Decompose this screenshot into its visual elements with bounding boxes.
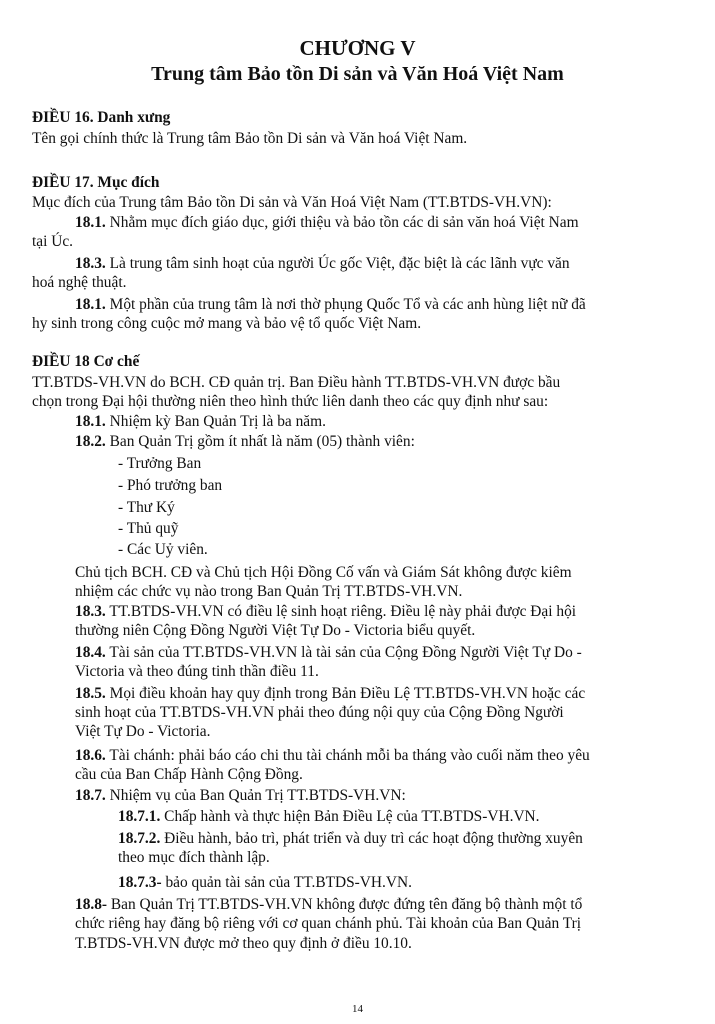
article-18-item-7: 18.7. Nhiệm vụ của Ban Quản Trị TT.BTDS-VH.VN:	[75, 787, 406, 804]
chapter-title: CHƯƠNG V	[299, 36, 416, 60]
article-18-item-8-line-1: 18.8- Ban Quản Trị TT.BTDS-VH.VN không được đứng tên đăng bộ thành một tổ	[75, 896, 583, 913]
member-role: - Phó trưởng ban	[118, 477, 223, 494]
article-17-item-1-line-1: 18.1. Nhằm mục đích giáo dục, giới thiệu và bảo tồn các di sản văn hoá Việt Nam	[75, 214, 579, 231]
article-17-item-2-line-1: 18.3. Là trung tâm sinh hoạt của người Úc gốc Việt, đặc biệt là các lãnh vực văn	[75, 255, 570, 272]
article-16-text: Tên gọi chính thức là Trung tâm Bảo tồn Di sản và Văn hoá Việt Nam.	[32, 130, 468, 147]
article-18-item-1: 18.1. Nhiệm kỳ Ban Quản Trị là ba năm.	[75, 413, 326, 430]
article-18-7-1: 18.7.1. Chấp hành và thực hiện Bản Điều Lệ của TT.BTDS-VH.VN.	[118, 808, 540, 825]
article-17-item-1-line-2: tại Úc.	[32, 233, 74, 250]
article-18-item-3-line-1: 18.3. TT.BTDS-VH.VN có điều lệ sinh hoạt riêng. Điều lệ này phải được Đại hội	[75, 603, 577, 620]
article-18-item-4-line-1: 18.4. Tài sản của TT.BTDS-VH.VN là tài sản của Cộng Đồng Người Việt Tự Do -	[75, 644, 582, 661]
article-17-item-2-line-2: hoá nghệ thuật.	[32, 274, 127, 291]
article-18-note-line-2: nhiệm các chức vụ nào trong Ban Quản Trị TT.BTDS-VH.VN.	[75, 583, 463, 600]
member-role: - Trưởng Ban	[118, 455, 202, 472]
article-18-item-8-line-2: chức riêng hay đăng bộ riêng với cơ quan chánh phủ. Tài khoản của Ban Quản Trị	[75, 915, 582, 932]
article-18-item-3-line-2: thường niên Cộng Đồng Người Việt Tự Do - Victoria biểu quyết.	[75, 622, 476, 639]
article-18-intro-line-2: chọn trong Đại hội thường niên theo hình thức liên danh theo các quy định như sau:	[32, 393, 549, 410]
article-18-7-2-line-2: theo mục đích thành lập.	[118, 849, 270, 866]
article-17-intro: Mục đích của Trung tâm Bảo tồn Di sản và Văn Hoá Việt Nam (TT.BTDS-VH.VN):	[32, 194, 552, 211]
article-18-heading: ĐIỀU 18 Cơ chế	[32, 353, 140, 370]
article-16-heading: ĐIỀU 16. Danh xưng	[32, 109, 171, 126]
article-18-item-5-line-3: Việt Tự Do - Victoria.	[75, 723, 211, 740]
article-18-item-6-line-2: cầu của Ban Chấp Hành Cộng Đồng.	[75, 766, 303, 783]
article-18-item-8-line-3: T.BTDS-VH.VN được mở theo quy định ở điều 10.10.	[75, 935, 412, 952]
article-18-intro-line-1: TT.BTDS-VH.VN do BCH. CĐ quản trị. Ban Điều hành TT.BTDS-VH.VN được bầu	[32, 374, 561, 391]
article-18-item-2: 18.2. Ban Quản Trị gồm ít nhất là năm (05) thành viên:	[75, 433, 415, 450]
article-18-note-line-1: Chủ tịch BCH. CĐ và Chủ tịch Hội Đồng Cố vấn và Giám Sát không được kiêm	[75, 564, 572, 581]
article-18-item-4-line-2: Victoria và theo đúng tinh thần điều 11.	[75, 663, 319, 680]
article-18-7-2-line-1: 18.7.2. Điều hành, bảo trì, phát triển và duy trì các hoạt động thường xuyên	[118, 830, 583, 847]
article-18-item-5-line-1: 18.5. Mọi điều khoản hay quy định trong Bản Điều Lệ TT.BTDS-VH.VN hoặc các	[75, 685, 586, 702]
article-18-item-6-line-1: 18.6. Tài chánh: phải báo cáo chi thu tài chánh mỗi ba tháng vào cuối năm theo yêu	[75, 747, 590, 764]
page-number: 14	[352, 1003, 363, 1015]
article-18-7-3: 18.7.3- bảo quản tài sản của TT.BTDS-VH.VN.	[118, 874, 412, 891]
member-role: - Các Uỷ viên.	[118, 541, 208, 558]
member-role: - Thư Ký	[118, 499, 175, 516]
article-17-item-3-line-2: hy sinh trong công cuộc mở mang và bảo vệ tổ quốc Việt Nam.	[32, 315, 422, 332]
article-17-heading: ĐIỀU 17. Mục đích	[32, 174, 160, 191]
member-role: - Thủ quỹ	[118, 520, 179, 537]
article-18-item-5-line-2: sinh hoạt của TT.BTDS-VH.VN phải theo đúng nội quy của Cộng Đồng Người	[75, 704, 564, 721]
article-17-item-3-line-1: 18.1. Một phần của trung tâm là nơi thờ phụng Quốc Tổ và các anh hùng liệt nữ đã	[75, 296, 586, 313]
chapter-subtitle: Trung tâm Bảo tồn Di sản và Văn Hoá Việt Nam	[151, 63, 564, 85]
